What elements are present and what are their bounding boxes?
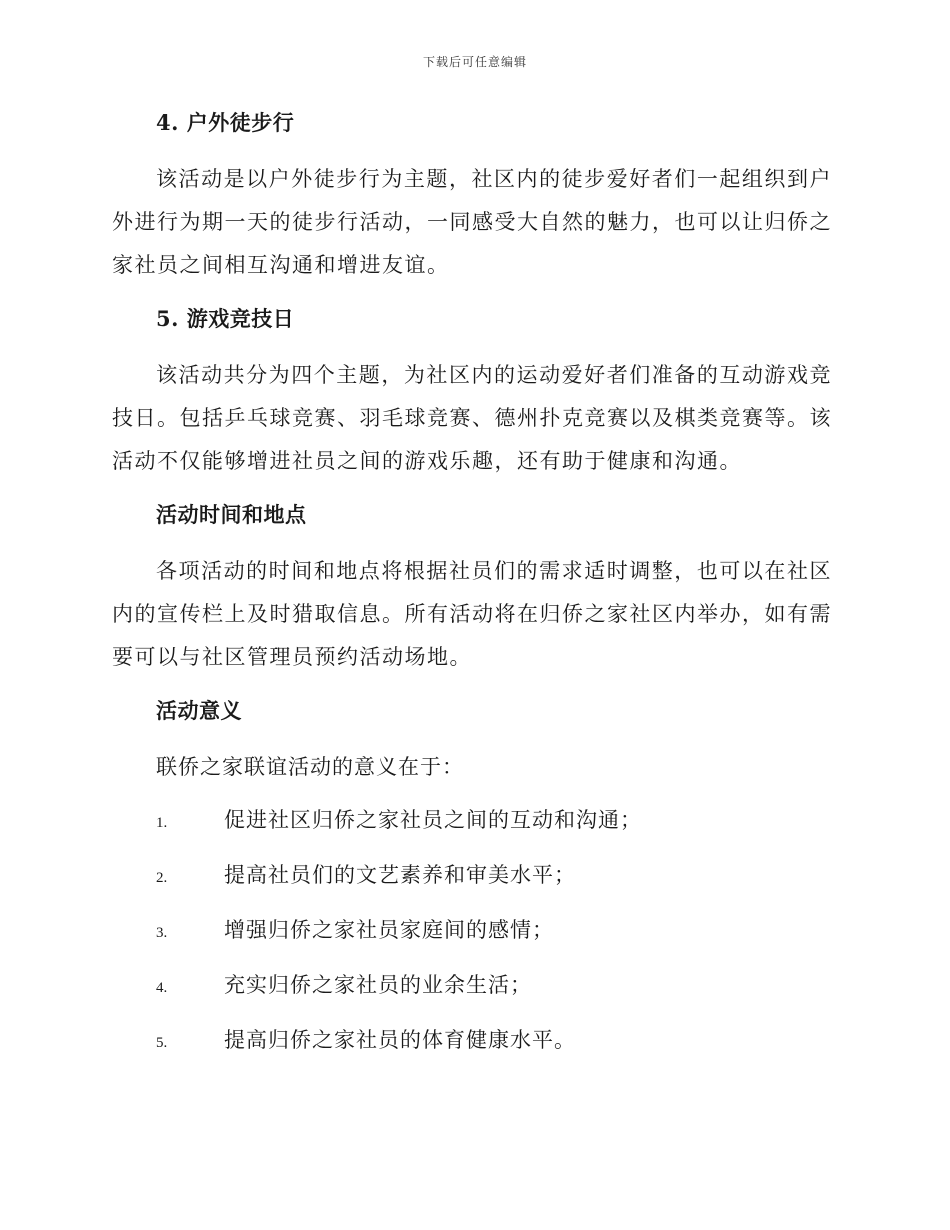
list-item [112, 969, 832, 1024]
list-number: 1. [156, 815, 168, 831]
list-item [112, 914, 832, 969]
list-text: 充实归侨之家社员的业余生活； [224, 973, 532, 997]
list-number: 4. [156, 980, 168, 996]
list-item [112, 1024, 832, 1079]
section-game-day [112, 304, 832, 483]
section-heading: 活动时间和地点 [156, 502, 307, 527]
list-text: 促进社区归侨之家社员之间的互动和沟通； [224, 808, 642, 832]
section-hiking [112, 108, 832, 287]
section-heading: 活动意义 [156, 698, 242, 723]
page-header: 下载后可任意编辑 [422, 55, 527, 69]
section-paragraph: 该活动共分为四个主题，为社区内的运动爱好者们准备的互动游戏竞技日。包括乒乓球竞赛、羽毛球竞赛、德州扑克竞赛以及棋类竞赛等。该活动不仅能够增进社员之间的游戏乐趣，还有助于健康和沟通。 [112, 363, 832, 473]
list-number: 5. [156, 1035, 168, 1051]
document-body [112, 108, 832, 1079]
list-text: 提高归侨之家社员的体育健康水平。 [224, 1028, 576, 1052]
list-text: 提高社员们的文艺素养和审美水平； [224, 863, 576, 887]
significance-list [112, 804, 832, 1079]
section-heading: 4. 户外徒步行 [156, 110, 295, 135]
section-paragraph: 该活动是以户外徒步行为主题，社区内的徒步爱好者们一起组织到户外进行为期一天的徒步行活动，一同感受大自然的魅力，也可以让归侨之家社员之间相互沟通和增进友谊。 [112, 167, 832, 277]
section-paragraph: 各项活动的时间和地点将根据社员们的需求适时调整，也可以在社区内的宣传栏上及时猎取信息。所有活动将在归侨之家社区内举办，如有需要可以与社区管理员预约活动场地。 [112, 559, 832, 669]
section-significance [112, 696, 832, 1079]
list-text: 增强归侨之家社员家庭间的感情； [224, 918, 554, 942]
section-time-location [112, 500, 832, 679]
significance-intro: 联侨之家联谊活动的意义在于： [156, 755, 464, 779]
list-number: 2. [156, 870, 168, 886]
section-heading: 5. 游戏竞技日 [156, 306, 295, 331]
list-number: 3. [156, 925, 168, 941]
list-item [112, 859, 832, 914]
list-item [112, 804, 832, 859]
